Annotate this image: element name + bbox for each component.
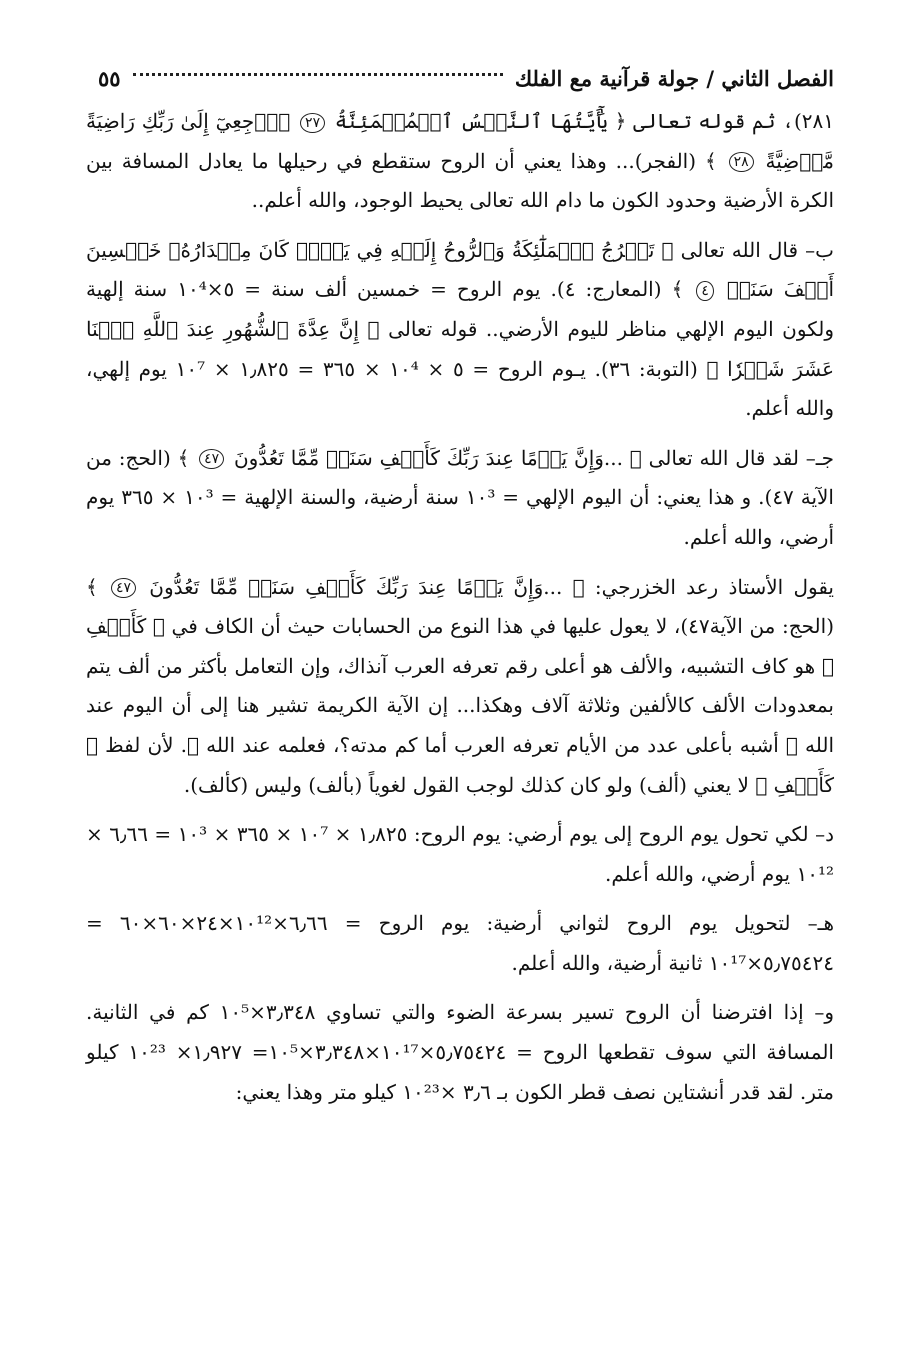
paragraph-text: (الفجر)... وهذا يعني أن الروح ستقطع في رحيلها ما يعادل المسافة بين الكرة الأرضية وحدود الكون ما دام الله تعالى يحيط الوجود، والله أعلم.. xyxy=(86,148,834,213)
body-text xyxy=(86,102,834,1122)
paragraph-text: هو كاف التشبيه، والألف هو أعلى رقم تعرفه العرب آنذاك، وإن التعامل بأكثر من ألف يتم بمعدودات الألف كالألفين وثلاثة آلاف وهكذا... إن الآية الكريمة تشير هنا إلى أن اليوم عند الله ﷻ أشبه بأعلى عدد من الأيام تعرفه العرب أما كم مدته؟، فعلمه عند الله ﷻ. لأن لفظ xyxy=(86,653,834,757)
paragraph-text: د– لكي تحول يوم الروح إلى يوم أرضي: يوم الروح: ١٫٨٢٥ × ١٠⁷ × ٣٦٥ × ١٠³ = ٦٫٦٦ × ١٠¹² يوم أرضي، والله أعلم. xyxy=(86,822,834,886)
paragraph-text: جـ– لقد قال الله تعالى xyxy=(641,445,835,470)
ayah-number-marker: ٤ xyxy=(696,281,714,301)
paragraph-text: (المعارج: ٤). يوم الروح = خمسين ألف سنة = ٥×١٠⁴ سنة إلهية ولكون اليوم الإلهي مناظر لليوم الأرضي.. قوله تعالى xyxy=(86,277,834,341)
ayah-number-marker: ٢٧ xyxy=(300,113,325,133)
quran-verse: ﴿ إِنَّ عِدَّةَ ٱلشُّهُورِ عِندَ ٱللَّهِ ٱثۡنَا عَشَرَ شَهۡرٗا ﴾ xyxy=(86,316,835,381)
quran-verse: ﴿ كَأَلۡفِ ﴾ xyxy=(86,614,834,678)
paragraph-text: ٢٨١)، ثم قوله تعالى xyxy=(626,109,834,133)
paragraph-p2 xyxy=(86,231,834,429)
quran-verse: ﴿ يَٰٓأَيَّتُهَا ٱلنَّفۡسُ ٱلۡمُطۡمَئِنَّةُ xyxy=(328,109,627,133)
paragraph-p7 xyxy=(86,993,834,1112)
paragraph-p1 xyxy=(86,102,834,221)
page-number: ٥٥ xyxy=(98,65,121,91)
paragraph-text: و– إذا افترضنا أن الروح تسير بسرعة الضوء والتي تساوي ٣٫٣٤٨×١٠⁵ كم في الثانية. المسافة التي سوف تقطعها الروح = ٥٫٧٥٤٢٤×١٠¹⁷×٣٫٣٤٨×١٠⁵= ١٫٩٢٧× ١٠²³ كيلو متر. لقد قدر أنشتاين نصف قطر الكون بـ ٣٫٦ ×١٠²³ كيلو متر وهذا يعني: xyxy=(86,1000,834,1104)
paragraph-text: (الحج: من الآية٤٧)، لا يعول عليها في هذا النوع من الحسابات حيث أن الكاف في xyxy=(164,614,835,639)
ayah-number-marker: ٢٨ xyxy=(729,152,754,172)
chapter-title: الفصل الثاني / جولة قرآنية مع الفلك xyxy=(514,65,834,91)
paragraph-p6 xyxy=(86,904,834,983)
paragraph-text: يقول الأستاذ رعد الخزرجي: xyxy=(584,574,834,599)
ayah-number-marker: ٤٧ xyxy=(111,578,136,598)
quran-verse: ﴿ ...وَإِنَّ يَوۡمًا عِندَ رَبِّكَ كَأَلۡفِ سَنَةٖ مِّمَّا تَعُدُّونَ xyxy=(139,574,585,599)
header-dotted-leader xyxy=(133,73,503,76)
quran-verse: ﴾ xyxy=(671,277,694,302)
paragraph-text: هـ– لتحويل يوم الروح لثواني أرضية: يوم الروح = ٦٫٦٦×١٠¹²×٢٤×٦٠×٦٠ = ٥٫٧٥٤٢٤×١٠¹⁷ ثانية أرضية، والله أعلم. xyxy=(86,911,835,975)
ayah-number-marker: ٤٧ xyxy=(199,449,224,469)
paragraph-text: (التوبة: ٣٦). يـوم الروح = ٥ × ١٠⁴ × ٣٦٥ = ١٫٨٢٥ × ١٠⁷ يوم إلهي، والله أعلم. xyxy=(86,356,834,421)
paragraph-text: لا يعني (ألف) ولو كان كذلك لوجب القول لغوياً (بألف) وليس (كألف). xyxy=(183,772,756,797)
paragraph-p4 xyxy=(86,568,834,806)
paragraph-p5 xyxy=(86,815,834,894)
paragraph-text: ب– قال الله تعالى xyxy=(673,237,834,262)
running-header xyxy=(98,58,834,98)
quran-verse: ﴾ xyxy=(86,574,108,599)
paragraph-p3 xyxy=(86,439,834,558)
quran-verse: ﴾ xyxy=(177,445,197,470)
quran-verse: ﴾ xyxy=(704,148,726,173)
quran-verse: ٱرۡجِعِيٓ إِلَىٰ رَبِّكِ رَاضِيَةً مَّرۡضِيَّةً xyxy=(86,109,835,173)
quran-verse: ﴿ ...وَإِنَّ يَوۡمًا عِندَ رَبِّكَ كَأَلۡفِ سَنَةٖ مِّمَّا تَعُدُّونَ xyxy=(227,445,642,470)
quran-verse: ﴿ تَعۡرُجُ ٱلۡمَلَٰٓئِكَةُ وَٱلرُّوحُ إِلَيۡهِ فِي يَوۡمٖ كَانَ مِقۡدَارُهُۥ خَمۡسِينَ أَلۡفَ سَنَةٖ xyxy=(86,237,835,302)
quran-verse: ﴿ كَأَلۡفِ ﴾ xyxy=(86,732,834,797)
paragraph-text: (الحج: من الآية ٤٧). و هذا يعني: أن اليوم الإلهي = ١٠³ سنة أرضية، والسنة الإلهية = ١٠³ × ٣٦٥ يوم أرضي، والله أعلم. xyxy=(86,445,834,549)
